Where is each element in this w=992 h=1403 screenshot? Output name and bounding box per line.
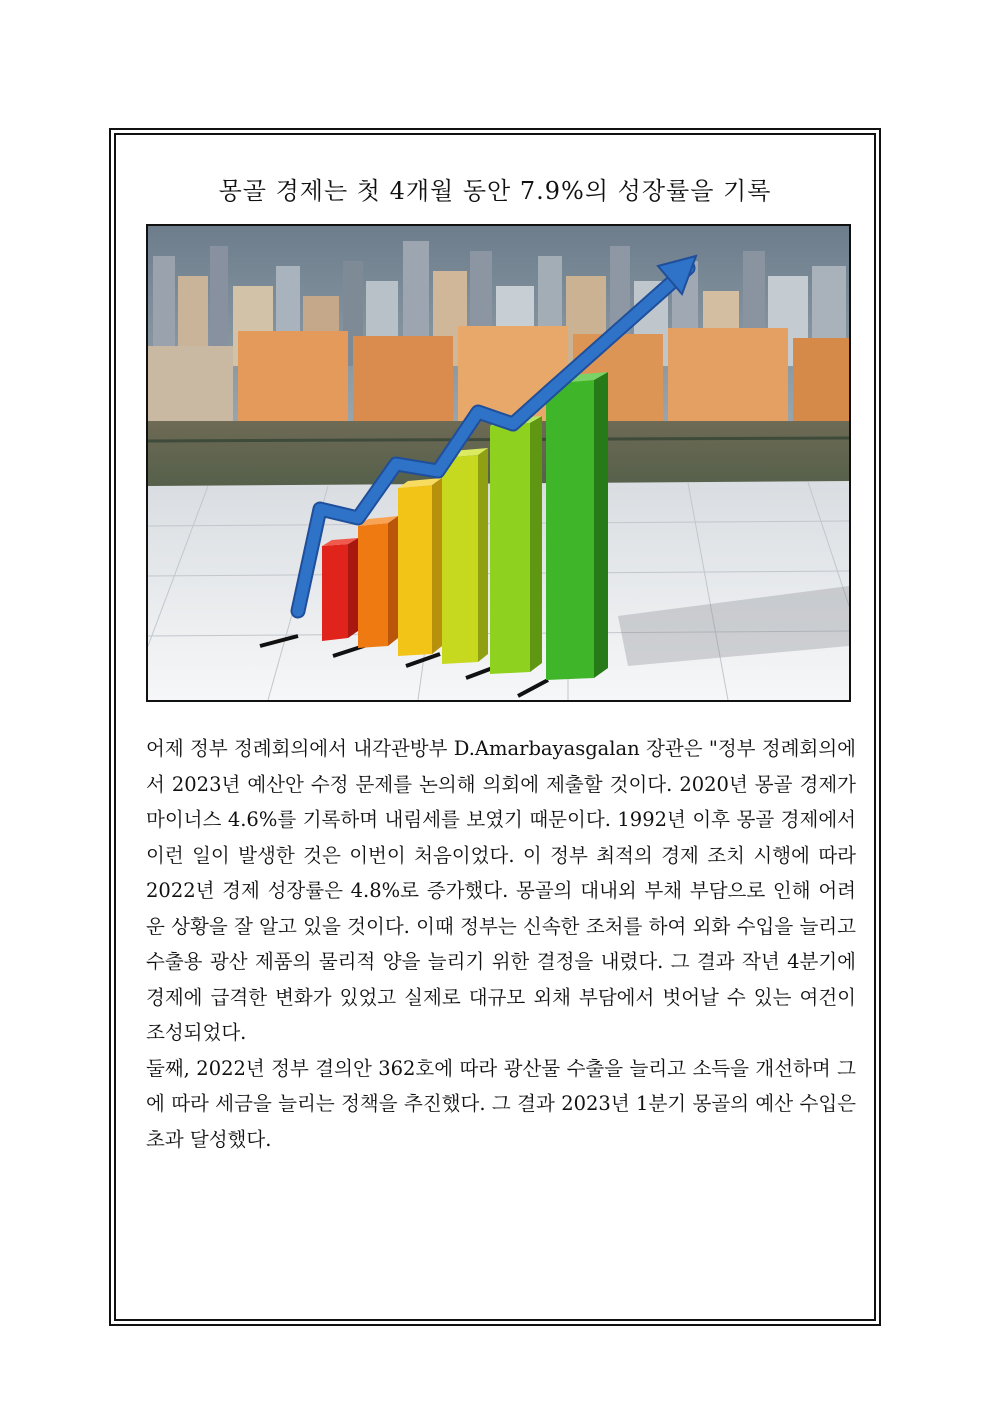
paragraph-2: 둘째, 2022년 정부 결의안 362호에 따라 광산물 수출을 늘리고 소득을 개선하며 그에 따라 세금을 늘리는 정책을 추진했다. 그 결과 2023년 1분기 몽골의 예산 수입은 초과 달성했다. [146, 1056, 856, 1151]
bar-4 [442, 448, 488, 664]
page-border [109, 128, 881, 1326]
article-body [146, 731, 856, 1157]
bar-2 [358, 516, 398, 648]
growth-bar-chart-icon [148, 226, 849, 700]
bar-3 [398, 478, 442, 656]
page-inner-border [114, 133, 876, 1321]
article-title: 몽골 경제는 첫 4개월 동안 7.9%의 성장률을 기록 [218, 177, 772, 205]
paragraph-1: 어제 정부 정례회의에서 내각관방부 D.Amarbayasgalan 장관은 "정부 정례회의에서 2023년 예산안 수정 문제를 논의해 의회에 제출할 것이다. 2020년 몽골 경제가 마이너스 4.6%를 기록하며 내림세를 보였기 때문이다. 1992년 이후 몽골 경제에서 이런 일이 발생한 것은 이번이 처음이었다. 이 정부 최적의 경제 조치 시행에 따라 2022년 경제 성장률은 4.8%로 증가했다. 몽골의 대내외 부채 부담으로 인해 어려운 상황을 잘 알고 있을 것이다. 이때 정부는 신속한 조처를 하여 외화 수입을 늘리고 수출용 광산 제품의 물리적 양을 늘리기 위한 결정을 내렸다. 그 결과 작년 4분기에 경제에 급격한 변화가 있었고 실제로 대규모 외채 부담에서 벗어날 수 있는 여건이 조성되었다. [146, 737, 856, 1044]
orange-apartment-blocks [148, 326, 849, 421]
bar-5 [490, 416, 542, 674]
bar-1 [322, 538, 358, 641]
bar-6 [546, 372, 608, 680]
growth-chart-photo [146, 224, 851, 702]
